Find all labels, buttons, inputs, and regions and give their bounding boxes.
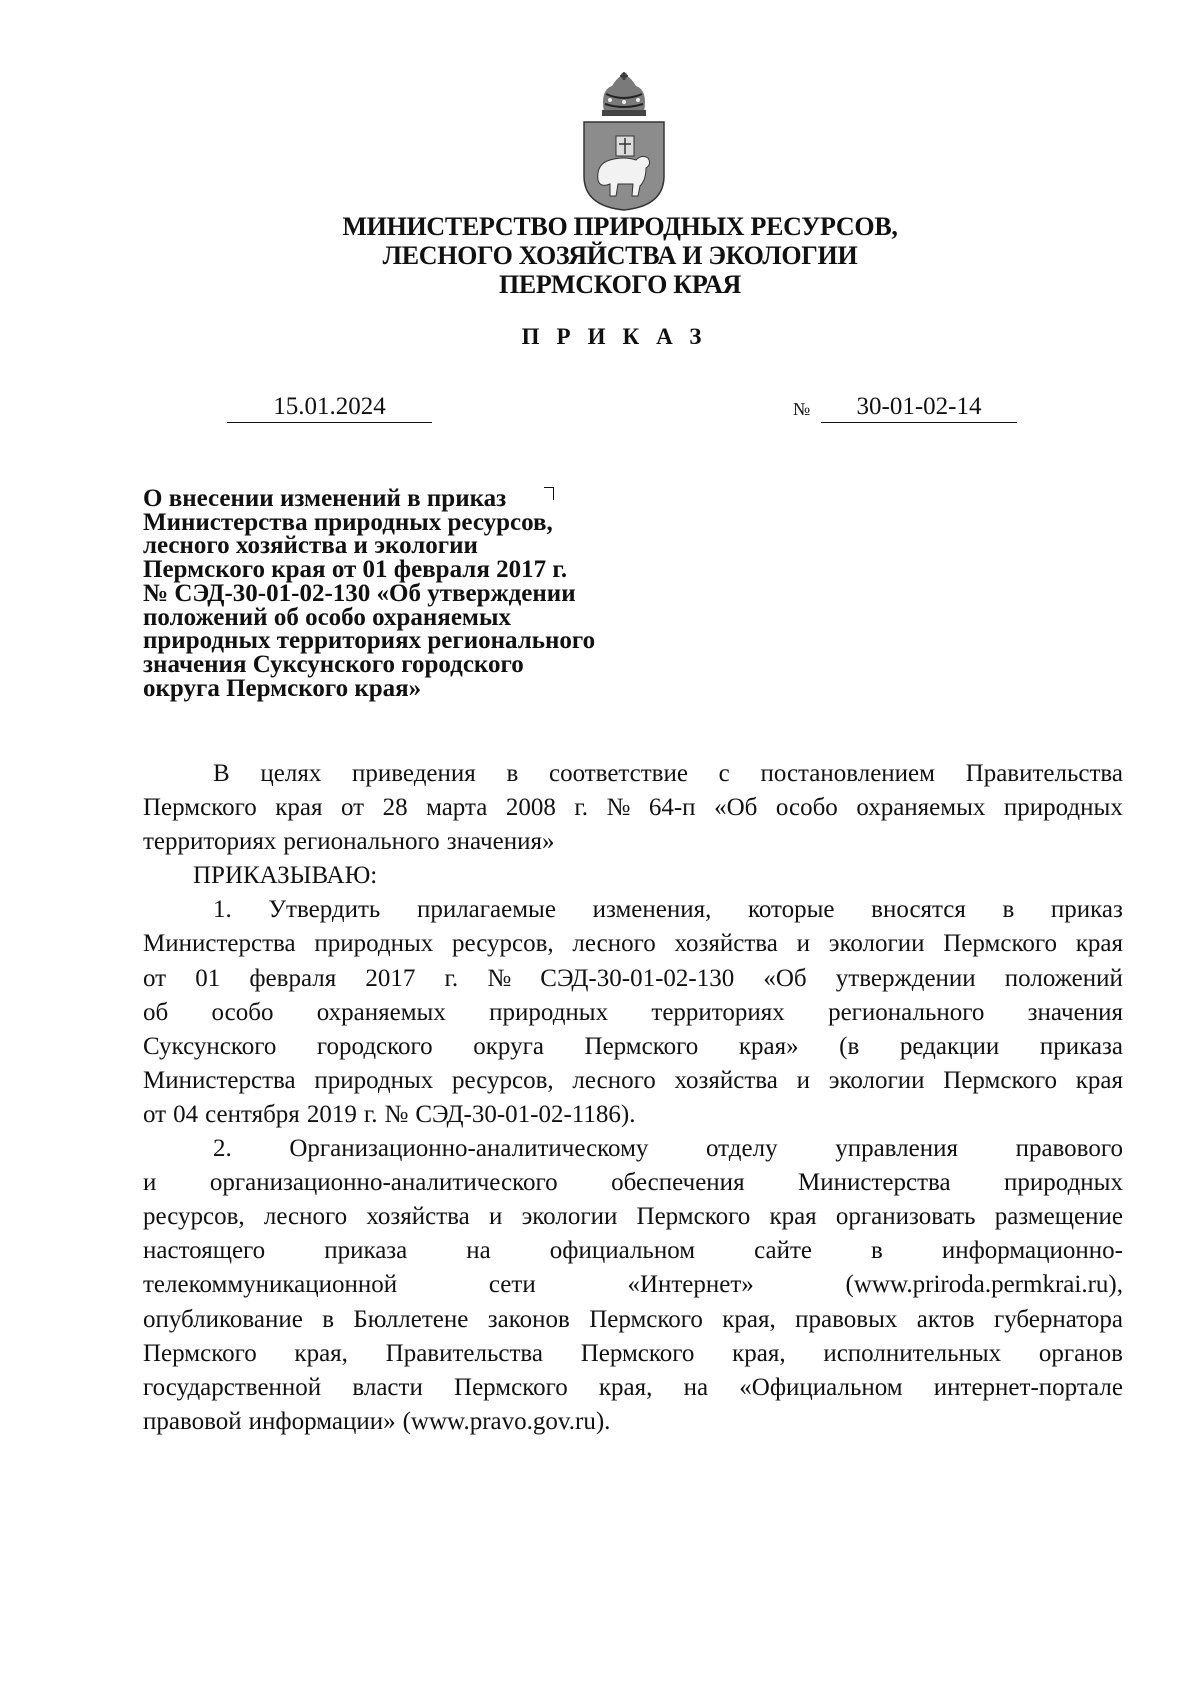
body-word: природных [1003, 794, 1123, 822]
body-word: экологии [828, 1066, 925, 1094]
body-word: приказа [324, 1237, 408, 1265]
body-line [143, 962, 1123, 996]
body-word: об [143, 998, 169, 1026]
body-word: лесного [572, 1066, 656, 1094]
subject-line: Министерства природных ресурсов, [143, 508, 553, 536]
body-word: сентября [205, 1100, 300, 1128]
body-word: сети [488, 1271, 536, 1299]
body-word: приказ [1050, 896, 1123, 924]
ministry-line: ПЕРМСКОГО КРАЯ [498, 270, 742, 299]
body-word: законов [487, 1305, 570, 1333]
body-word: Пермского [454, 1373, 568, 1401]
body-word: прилагаемые [416, 896, 556, 924]
body-word: 04 [173, 1100, 199, 1128]
body-word: 2019 [306, 1100, 357, 1128]
subject-line: природных территориях регионального [143, 627, 596, 655]
body-word: 28 [382, 794, 408, 822]
body-word: Правительства [965, 760, 1123, 787]
body-word: и [488, 1203, 503, 1231]
body-word: № [487, 964, 512, 992]
body-word: в [1002, 896, 1015, 924]
body-word: особо [775, 794, 838, 822]
body-word: природных [314, 930, 434, 958]
body-word: от [143, 964, 167, 992]
body-word: официальном [549, 1237, 696, 1265]
body-word: соответствие [548, 760, 688, 787]
body-word: Министерства [798, 1169, 951, 1197]
subject-line: лесного хозяйства и экологии [143, 532, 478, 560]
subject-line: Пермского края от 01 февраля 2017 г. [143, 556, 568, 584]
body-word: территориях [651, 998, 785, 1026]
body-word: 1. [213, 896, 232, 924]
body-line [143, 1030, 1123, 1064]
body-line [143, 893, 1123, 927]
body-word: края, [294, 1339, 348, 1367]
body-word: края [1075, 930, 1123, 958]
order-body [143, 757, 1123, 1439]
body-word: интернет-портале [933, 1373, 1123, 1401]
body-word: края [1075, 1066, 1123, 1094]
body-word: № [606, 794, 631, 822]
body-word: правового [1015, 1135, 1123, 1163]
body-word: г. [363, 1100, 378, 1128]
body-word: г. [444, 964, 459, 992]
body-word: Правительства [385, 1339, 543, 1367]
body-word: № [384, 1100, 409, 1128]
body-word: 64-п [648, 794, 696, 822]
body-word: края [769, 1203, 817, 1231]
body-word: (www.pravo.gov.ru). [402, 1407, 611, 1435]
body-word: Пермского [636, 1203, 751, 1231]
body-word: природных [314, 1066, 434, 1094]
body-word: постановлением [760, 760, 935, 787]
body-word: экологии [828, 930, 925, 958]
body-word: (в [839, 1032, 860, 1060]
body-word: В [213, 760, 230, 787]
body-word: «Интернет» [627, 1271, 754, 1299]
body-word: и [143, 1169, 157, 1197]
body-word: Организационно-аналитическому [289, 1135, 649, 1163]
body-word: хозяйства [674, 1066, 778, 1094]
body-word: природных [489, 998, 609, 1026]
body-word: информационно- [941, 1237, 1123, 1265]
subject-line: положений об особо охраняемых [143, 603, 511, 631]
body-word: правовой [143, 1407, 242, 1435]
body-word: организационно-аналитического [209, 1169, 558, 1197]
body-word: на [466, 1237, 491, 1265]
body-word: Пермского [943, 1066, 1057, 1094]
body-word: губернатора [993, 1305, 1123, 1333]
body-word: Пермского [589, 1305, 703, 1333]
body-word: края [275, 794, 323, 822]
body-word: Утвердить [268, 896, 381, 924]
body-line [143, 996, 1123, 1030]
body-word: ПРИКАЗЫВАЮ: [193, 862, 378, 890]
body-line [143, 825, 1123, 859]
body-word: отделу [706, 1135, 778, 1163]
order-date: 15.01.2024 [227, 392, 432, 423]
body-line [143, 859, 1123, 893]
order-subject [143, 487, 663, 700]
body-word: целях [260, 760, 322, 787]
body-line [143, 1234, 1123, 1268]
body-word: ресурсов, [143, 1203, 245, 1231]
order-number-sign: № [793, 399, 811, 419]
perm-krai-coat-of-arms-icon [576, 72, 672, 212]
body-word: и [796, 1066, 811, 1094]
body-word: с [718, 760, 730, 787]
body-word: Министерства [143, 1066, 296, 1094]
body-word: которые [747, 896, 835, 924]
body-word: на [683, 1373, 709, 1401]
body-word: лесного [263, 1203, 348, 1231]
body-word: особо [211, 998, 274, 1026]
body-word: государственной [143, 1373, 322, 1401]
body-word: охраняемых [856, 794, 986, 822]
body-line [143, 791, 1123, 825]
body-word: края, [722, 1305, 776, 1333]
body-word: края, [598, 1373, 653, 1401]
subject-line: № СЭД-30-01-02-130 «Об утверждении [143, 579, 576, 607]
subject-corner-mark [544, 487, 554, 500]
body-word: регионального [283, 828, 440, 856]
body-word: управления [835, 1135, 958, 1163]
body-word: органов [1038, 1339, 1123, 1367]
body-word: в [322, 1305, 335, 1333]
body-word: значения [1027, 998, 1123, 1026]
body-word: территориях [143, 828, 277, 856]
body-word: размещение [994, 1203, 1123, 1231]
body-word: изменения, [592, 896, 712, 924]
body-word: Министерства [143, 930, 296, 958]
body-line [143, 1371, 1123, 1405]
body-word: значения» [446, 828, 555, 856]
body-word: в [506, 760, 519, 787]
body-word: Пермского [584, 1032, 699, 1060]
body-word: приведения [352, 760, 476, 787]
body-line [143, 1405, 1123, 1439]
body-word: 01 [195, 964, 221, 992]
body-word: СЭД-30-01-02-1186). [415, 1100, 636, 1128]
body-word: (www.priroda.permkrai.ru), [845, 1271, 1123, 1299]
body-word: хозяйства [366, 1203, 470, 1231]
body-word: организовать [835, 1203, 976, 1231]
body-word: Пермского [143, 1339, 257, 1367]
body-word: и [796, 930, 811, 958]
body-line [143, 1098, 1123, 1132]
body-word: ресурсов, [452, 1066, 554, 1094]
subject-line: О внесении изменений в приказ [143, 485, 507, 512]
body-word: лесного [572, 930, 656, 958]
body-line [143, 927, 1123, 961]
body-word: Пермского [143, 794, 257, 822]
body-word: правовых [795, 1305, 898, 1333]
body-word: «Об [714, 794, 758, 822]
body-line [143, 1268, 1123, 1302]
body-word: Пермского [580, 1339, 695, 1367]
subject-line: значения Суксунского городского [143, 650, 524, 678]
body-line [143, 1303, 1123, 1337]
body-word: информации» [248, 1407, 396, 1435]
body-word: опубликование [143, 1305, 303, 1333]
body-line [143, 757, 1123, 791]
body-word: СЭД-30-01-02-130 [540, 964, 735, 992]
body-word: в [871, 1237, 883, 1265]
body-word: края, [732, 1339, 786, 1367]
body-word: хозяйства [674, 930, 778, 958]
body-word: власти [352, 1373, 423, 1401]
body-word: утверждении [835, 964, 976, 992]
body-word: г. [574, 794, 588, 822]
body-word: городского [316, 1032, 433, 1060]
body-word: Бюллетене [353, 1305, 469, 1333]
body-word: экологии [521, 1203, 618, 1231]
body-word: Суксунского [143, 1032, 277, 1060]
body-word: охраняемых [316, 998, 446, 1026]
document-type-title: ПРИКАЗ [521, 324, 719, 349]
body-word: природных [1004, 1169, 1123, 1197]
body-word: ресурсов, [452, 930, 554, 958]
body-word: регионального [828, 998, 985, 1026]
body-line [143, 1166, 1123, 1200]
body-word: февраля [249, 964, 337, 992]
body-word: актов [916, 1305, 975, 1333]
body-word: вносятся [871, 896, 966, 924]
ministry-name [200, 212, 1040, 299]
body-word: редакции [899, 1032, 1000, 1060]
body-word: округа [473, 1032, 544, 1060]
body-word: от [143, 1100, 167, 1128]
body-word: приказа [1039, 1032, 1123, 1060]
body-word: края» [738, 1032, 799, 1060]
body-word: исполнительных [823, 1339, 1002, 1367]
ministry-line: МИНИСТЕРСТВО ПРИРОДНЫХ РЕСУРСОВ, [342, 212, 898, 241]
body-word: «Официальном [739, 1373, 903, 1401]
body-word: марта [426, 794, 488, 822]
body-word: телекоммуникационной [143, 1271, 398, 1299]
body-word: 2017 [365, 964, 416, 992]
body-word: «Об [763, 964, 807, 992]
subject-line: округа Пермского края» [143, 674, 422, 702]
body-word: 2008 [505, 794, 556, 822]
body-word: сайте [754, 1237, 812, 1265]
body-word: настоящего [143, 1237, 266, 1265]
body-word: 2. [213, 1135, 232, 1163]
body-word: от [340, 794, 365, 822]
body-word: обеспечения [611, 1169, 745, 1197]
body-word: Пермского [943, 930, 1057, 958]
body-word: положений [1004, 964, 1123, 992]
body-line [143, 1337, 1123, 1371]
ministry-line: ЛЕСНОГО ХОЗЯЙСТВА И ЭКОЛОГИИ [382, 241, 858, 270]
body-line [143, 1132, 1123, 1166]
body-line [143, 1200, 1123, 1234]
body-line [143, 1064, 1123, 1098]
order-number: 30-01-02-14 [821, 392, 1017, 423]
